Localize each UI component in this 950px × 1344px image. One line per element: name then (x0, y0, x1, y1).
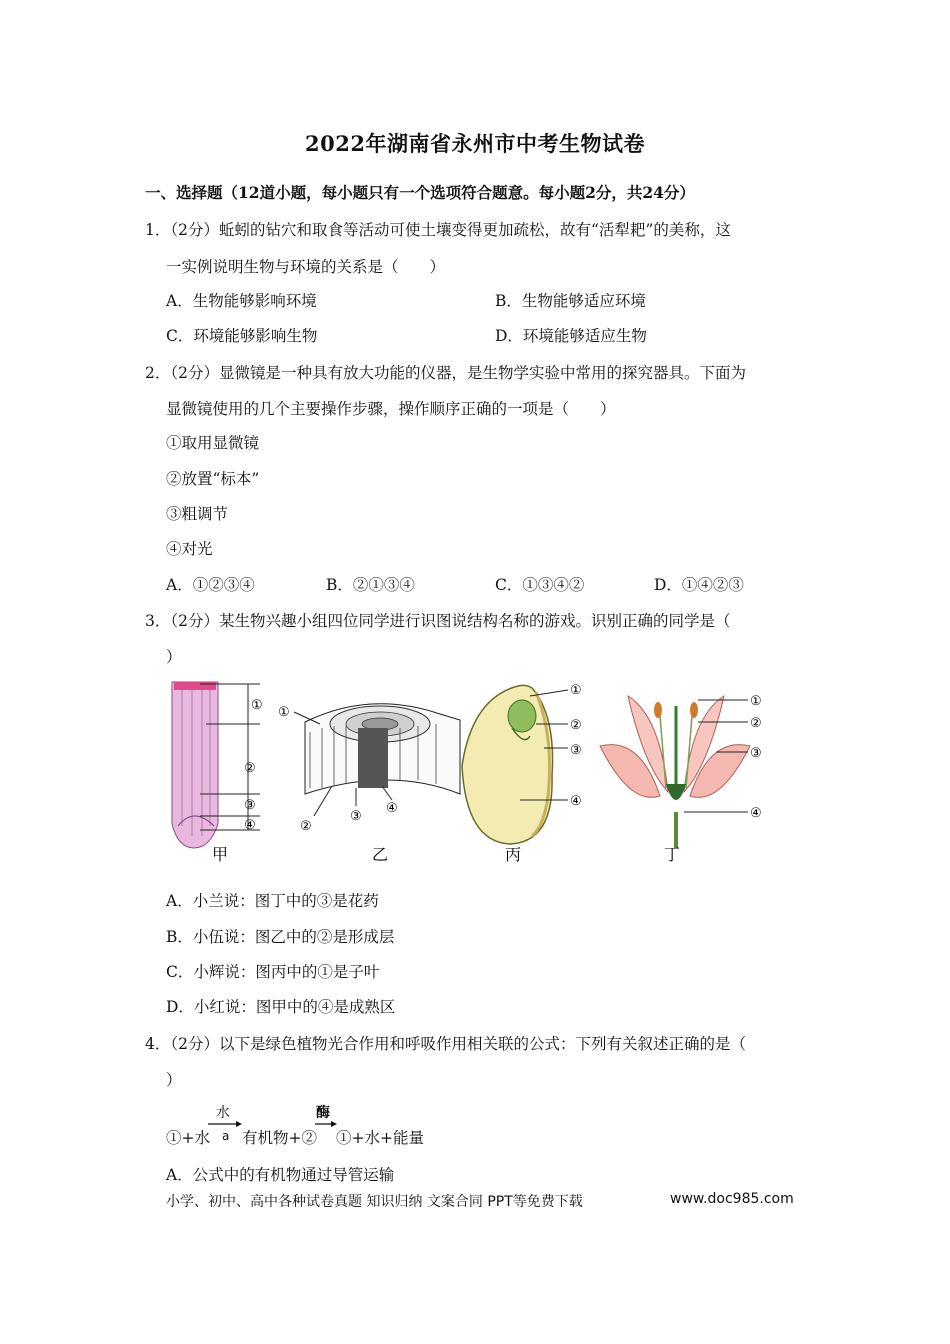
figure-yi-marker-4: ④ (386, 801, 398, 816)
figure-bing-marker-1: ① (570, 683, 582, 698)
figure-label-yi: 乙 (372, 845, 389, 864)
q2-stem-line2: 显微镜使用的几个主要操作步骤，操作顺序正确的一项是（ ） (166, 400, 616, 418)
q3-stem-line1: 3．（2分）某生物兴趣小组四位同学进行识图说结构名称的游戏。识别正确的同学是（ (145, 612, 731, 630)
figure-yi-marker-3: ③ (350, 809, 362, 824)
formula-part-1: ①+水 (166, 1129, 210, 1147)
formula-part-2: 有机物+② (242, 1129, 317, 1147)
formula-arrow1-top: 水 (216, 1105, 230, 1121)
figure-bing-seed (462, 685, 568, 844)
footer-text: 小学、初中、高中各种试卷真题 知识归纳 文案合同 PPT等免费下载 (166, 1194, 583, 1210)
figure-label-bing: 丙 (505, 845, 522, 864)
formula-arrow2-icon (315, 1120, 337, 1128)
figure-bing-marker-4: ④ (570, 794, 582, 809)
figure-jia-marker-4: ④ (244, 818, 256, 833)
q1-option-c: C．环境能够影响生物 (166, 327, 318, 345)
q2-stem-line1: 2．（2分）显微镜是一种具有放大功能的仪器，是生物学实验中常用的探究器具。下面为 (145, 364, 746, 382)
figure-bing-marker-2: ② (570, 718, 582, 733)
figure-jia-marker-1: ① (251, 698, 263, 713)
formula-arrow1-bottom: a (222, 1129, 230, 1143)
q2-option-c: C．①③④② (495, 576, 585, 594)
q4-formula (166, 1102, 466, 1148)
q2-option-b: B．②①③④ (326, 576, 415, 594)
q1-option-d: D．环境能够适应生物 (495, 327, 647, 345)
page-title: 2022年湖南省永州市中考生物试卷 (305, 131, 645, 156)
q1-stem-line1: 1．（2分）蚯蚓的钻穴和取食等活动可使土壤变得更加疏松，故有“活犁耙”的美称，这 (145, 221, 731, 239)
q3-stem-line2: ） (166, 648, 182, 666)
q1-option-a: A．生物能够影响环境 (166, 292, 317, 310)
q3-option-c: C．小辉说：图丙中的①是子叶 (166, 963, 380, 981)
figure-bing-marker-3: ③ (570, 743, 582, 758)
figure-yi-marker-2: ② (300, 819, 312, 834)
q2-option-a: A．①②③④ (166, 576, 255, 594)
figure-yi-marker-1: ① (278, 705, 290, 720)
q3-option-b: B．小伍说：图乙中的②是形成层 (166, 928, 395, 946)
figure-label-ding: 丁 (664, 845, 681, 864)
q1-stem-line2: 一实例说明生物与环境的关系是（ ） (166, 258, 446, 276)
figure-ding-marker-4: ④ (750, 806, 762, 821)
figure-jia-marker-3: ③ (244, 798, 256, 813)
figure-ding-flower (600, 696, 750, 848)
footer-url[interactable]: www.doc985.com (670, 1191, 794, 1207)
figure-ding-marker-2: ② (750, 716, 762, 731)
section-heading: 一、选择题（12道小题，每小题只有一个选项符合题意。每小题2分，共24分） (145, 183, 695, 202)
figure-label-jia: 甲 (212, 845, 229, 864)
q2-option-d: D．①④②③ (654, 576, 744, 594)
q2-step-3: ③粗调节 (166, 505, 229, 523)
figure-jia-marker-2: ② (244, 761, 256, 776)
q3-figure (160, 676, 800, 868)
q3-figure-svg (160, 676, 800, 868)
formula-arrow1-icon (208, 1120, 242, 1128)
q4-option-a: A．公式中的有机物通过导管运输 (166, 1166, 395, 1184)
q4-stem-line1: 4．（2分）以下是绿色植物光合作用和呼吸作用相关联的公式：下列有关叙述正确的是（ (145, 1035, 746, 1053)
formula-arrow2-top: 酶 (316, 1105, 330, 1121)
q2-step-2: ②放置“标本” (166, 470, 260, 488)
q3-option-a: A．小兰说：图丁中的③是花药 (166, 892, 379, 910)
figure-ding-marker-1: ① (750, 694, 762, 709)
figure-ding-marker-3: ③ (750, 746, 762, 761)
q3-option-d: D．小红说：图甲中的④是成熟区 (166, 998, 396, 1016)
q2-step-1: ①取用显微镜 (166, 434, 260, 452)
figure-yi-stem-section (294, 704, 460, 816)
q4-stem-line2: ） (166, 1071, 182, 1089)
q2-step-4: ④对光 (166, 540, 213, 558)
formula-part-3: ①+水+能量 (336, 1129, 424, 1147)
q1-option-b: B．生物能够适应环境 (495, 292, 646, 310)
